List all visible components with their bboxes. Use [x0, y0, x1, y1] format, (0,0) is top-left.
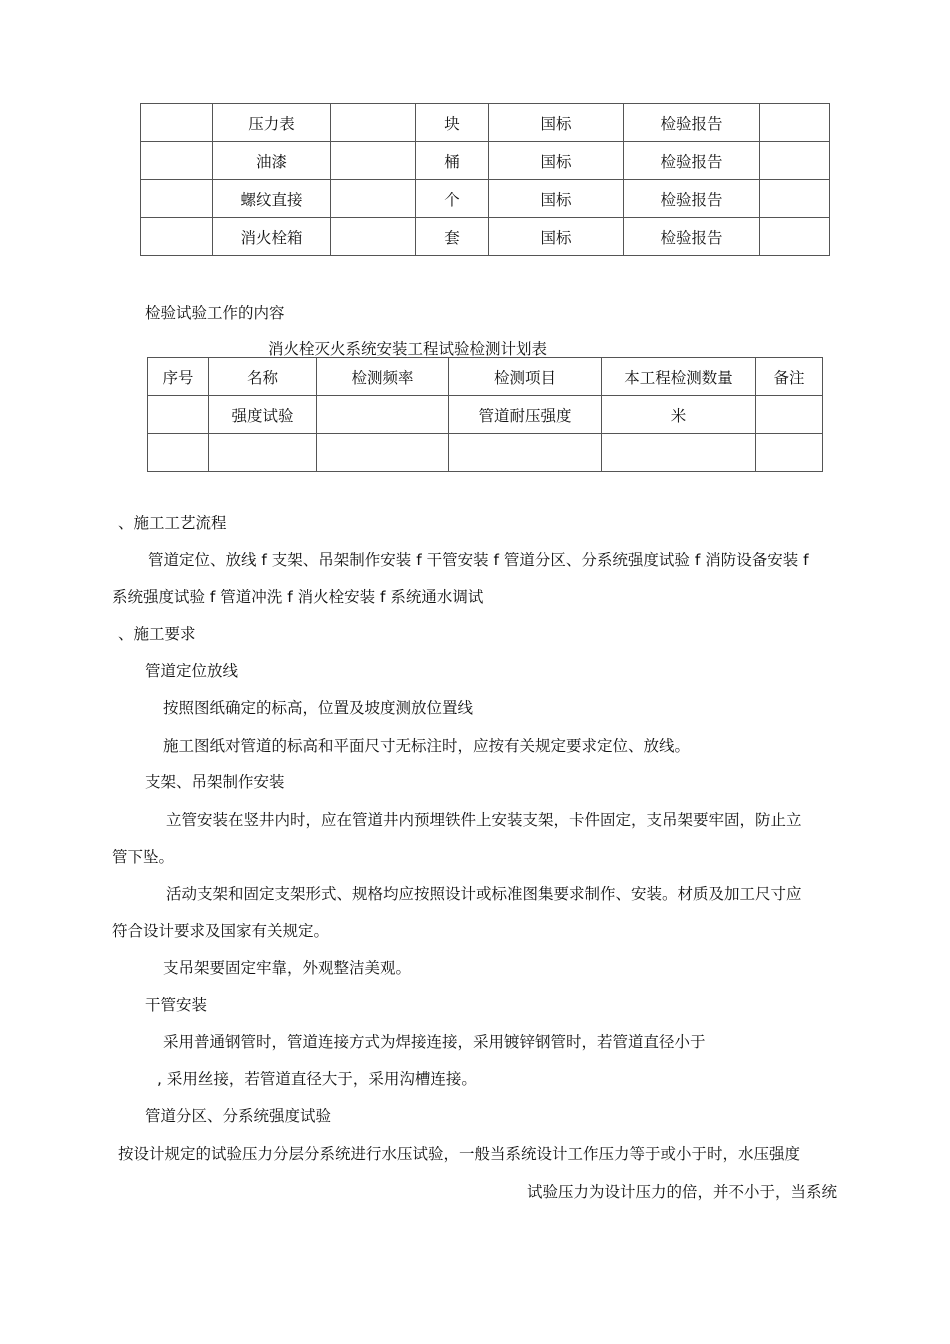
table-cell: 检验报告: [624, 142, 760, 180]
materials-table: [140, 103, 830, 256]
table-cell: [317, 434, 449, 472]
process-flow-line: 管道定位、放线 f 支架、吊架制作安装 f 干管安装 f 管道分区、分系统强度试验 f 消防设备安装 f: [148, 551, 809, 569]
section-heading: 管道定位放线: [145, 662, 239, 680]
paragraph: , 采用丝接，若管道直径大于，采用沟槽连接。: [157, 1070, 477, 1088]
column-header: 本工程检测数量: [602, 358, 756, 396]
table-row: [141, 218, 830, 256]
table-cell: [760, 104, 830, 142]
table-cell: [331, 104, 416, 142]
table-cell: [141, 218, 213, 256]
inspection-heading: 检验试验工作的内容: [145, 304, 285, 322]
table-row: [148, 434, 823, 472]
paragraph: 施工图纸对管道的标高和平面尺寸无标注时，应按有关规定要求定位、放线。: [163, 737, 691, 755]
table-cell: 国标: [489, 142, 624, 180]
paragraph: 符合设计要求及国家有关规定。: [112, 922, 330, 940]
table-cell: 强度试验: [209, 396, 317, 434]
table-row: [148, 396, 823, 434]
paragraph: 立管安装在竖井内时，应在管道井内预埋铁件上安装支架，卡件固定，支吊架要牢固，防止立: [166, 811, 802, 829]
table-cell: [449, 434, 602, 472]
table-cell: 检验报告: [624, 180, 760, 218]
requirements-heading: 、施工要求: [118, 625, 196, 643]
table-cell: 国标: [489, 180, 624, 218]
table-header-row: [148, 358, 823, 396]
table-cell: [317, 396, 449, 434]
table-cell: 国标: [489, 104, 624, 142]
table-cell: 米: [602, 396, 756, 434]
table-row: [141, 142, 830, 180]
process-flow-heading: 、施工工艺流程: [118, 514, 227, 532]
section-heading: 管道分区、分系统强度试验: [145, 1107, 332, 1125]
table-cell: [602, 434, 756, 472]
paragraph: 管下坠。: [112, 848, 175, 866]
paragraph: 按照图纸确定的标高，位置及坡度测放位置线: [163, 699, 474, 717]
table-cell: [331, 180, 416, 218]
test-plan-table: [147, 357, 823, 472]
table-cell: [756, 396, 823, 434]
table-cell: [756, 434, 823, 472]
process-flow-line: 系统强度试验 f 管道冲洗 f 消火栓安装 f 系统通水调试: [112, 588, 484, 606]
table-cell: 个: [416, 180, 489, 218]
table-cell: [331, 142, 416, 180]
table-cell: [148, 396, 209, 434]
table-row: [141, 180, 830, 218]
paragraph: 采用普通钢管时，管道连接方式为焊接连接，采用镀锌钢管时，若管道直径小于: [163, 1033, 706, 1051]
column-header: 名称: [209, 358, 317, 396]
table-cell: [331, 218, 416, 256]
table-cell: 检验报告: [624, 218, 760, 256]
section-heading: 支架、吊架制作安装: [145, 773, 285, 791]
table-cell: 套: [416, 218, 489, 256]
table-cell: [209, 434, 317, 472]
paragraph: 支吊架要固定牢靠，外观整洁美观。: [163, 959, 412, 977]
table-cell: 螺纹直接: [213, 180, 331, 218]
paragraph: 活动支架和固定支架形式、规格均应按照设计或标准图集要求制作、安装。材质及加工尺寸应: [166, 885, 802, 903]
table-cell: [141, 180, 213, 218]
table-cell: 块: [416, 104, 489, 142]
test-plan-title: 消火栓灭火系统安装工程试验检测计划表: [268, 340, 548, 358]
table-cell: [760, 180, 830, 218]
paragraph: 按设计规定的试验压力分层分系统进行水压试验，一般当系统设计工作压力等于或小于时，水压强度: [118, 1145, 801, 1163]
table-row: [141, 104, 830, 142]
table-cell: 消火栓箱: [213, 218, 331, 256]
table-cell: 油漆: [213, 142, 331, 180]
table-cell: [141, 142, 213, 180]
table-cell: 检验报告: [624, 104, 760, 142]
column-header: 检测频率: [317, 358, 449, 396]
table-cell: 管道耐压强度: [449, 396, 602, 434]
paragraph: 试验压力为设计压力的倍，并不小于，当系统: [527, 1183, 838, 1201]
table-cell: [760, 218, 830, 256]
table-cell: [760, 142, 830, 180]
table-cell: 国标: [489, 218, 624, 256]
table-cell: [141, 104, 213, 142]
column-header: 序号: [148, 358, 209, 396]
column-header: 检测项目: [449, 358, 602, 396]
column-header: 备注: [756, 358, 823, 396]
table-cell: [148, 434, 209, 472]
table-cell: 压力表: [213, 104, 331, 142]
section-heading: 干管安装: [145, 996, 208, 1014]
table-cell: 桶: [416, 142, 489, 180]
